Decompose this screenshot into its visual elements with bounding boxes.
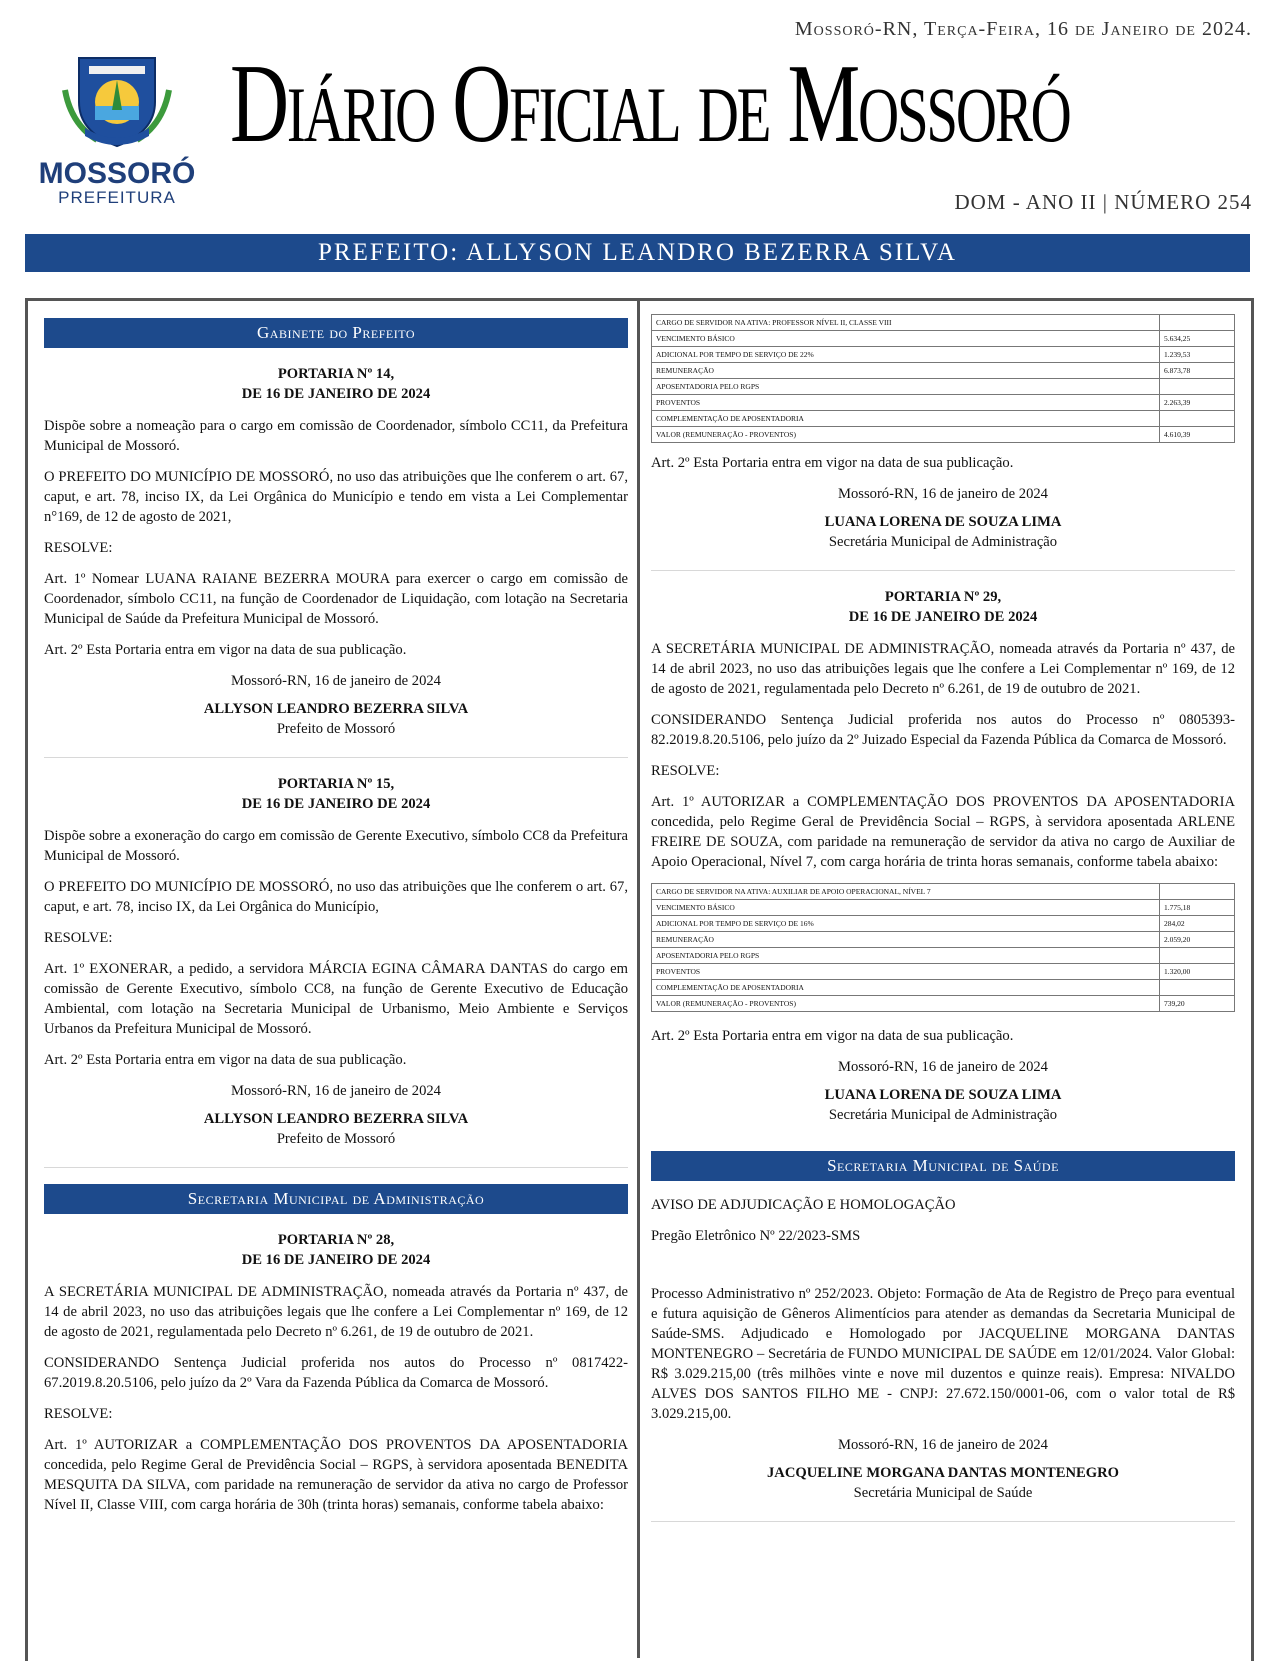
place-date: Mossoró-RN, 16 de janeiro de 2024 bbox=[231, 673, 441, 689]
table-cell: 1.239,53 bbox=[1160, 347, 1235, 363]
signer-role: Prefeito de Mossoró bbox=[276, 721, 396, 737]
table-cell: VALOR (REMUNERAÇÃO - PROVENTOS) bbox=[652, 996, 1160, 1012]
table-cell: COMPLEMENTAÇÃO DE APOSENTADORIA bbox=[652, 980, 1160, 996]
signer-name: LUANA LORENA DE SOUZA LIMA bbox=[824, 514, 1062, 530]
separator bbox=[651, 1521, 1235, 1522]
table-row bbox=[652, 331, 1235, 347]
table-cell bbox=[1160, 948, 1235, 964]
resolve: RESOLVE: bbox=[44, 930, 113, 946]
salary-table-benedita bbox=[651, 314, 1235, 443]
salary-table-arlene bbox=[651, 883, 1235, 1012]
table-cell: 739,20 bbox=[1160, 996, 1235, 1012]
ementa: Dispõe sobre a nomeação para o cargo em comissão de Coordenador, símbolo CC11, da Prefeitura Municipal de Mossoró. bbox=[44, 418, 628, 454]
logo-sub: PREFEITURA bbox=[58, 188, 176, 207]
dateline: Mossoró-RN, Terça-Feira, 16 de Janeiro de 2024. bbox=[794, 18, 1252, 40]
title-line: PORTARIA Nº 14, bbox=[277, 366, 395, 382]
table-cell: PROVENTOS bbox=[652, 395, 1160, 411]
table-cell: 284,02 bbox=[1160, 916, 1235, 932]
section-header-gabinete: Gabinete do Prefeito bbox=[44, 318, 628, 348]
masthead-title: Diário Oficial de Mossoró bbox=[230, 42, 1070, 166]
article-1: Art. 1º EXONERAR, a pedido, a servidora MÁRCIA EGINA CÂMARA DANTAS do cargo em comissão de Gerente Executivo, símbolo CC8, na função de Gerente Executivo de Educação Ambiental, com lotação na Secretaria Municipal de Urbanismo, Meio Ambiente e Serviços Urbanos da Prefeitura Municipal de Mossoró. bbox=[44, 961, 628, 1037]
table-cell: REMUNERAÇÃO bbox=[652, 363, 1160, 379]
title-line: DE 16 DE JANEIRO DE 2024 bbox=[241, 1252, 431, 1268]
place-date: Mossoró-RN, 16 de janeiro de 2024 bbox=[838, 1437, 1048, 1453]
coat-of-arms-icon bbox=[57, 50, 177, 150]
column-divider bbox=[637, 298, 640, 1658]
signer-role: Secretária Municipal de Saúde bbox=[853, 1485, 1033, 1501]
table-row bbox=[652, 980, 1235, 996]
left-column bbox=[44, 318, 628, 1526]
table-cell: APOSENTADORIA PELO RGPS bbox=[652, 379, 1160, 395]
title-line: DE 16 DE JANEIRO DE 2024 bbox=[848, 609, 1038, 625]
signer-name: ALLYSON LEANDRO BEZERRA SILVA bbox=[203, 701, 469, 717]
table-cell: VALOR (REMUNERAÇÃO - PROVENTOS) bbox=[652, 427, 1160, 443]
table-row bbox=[652, 900, 1235, 916]
table-cell: REMUNERAÇÃO bbox=[652, 932, 1160, 948]
city-logo bbox=[22, 50, 212, 205]
table-cell bbox=[1160, 315, 1235, 331]
portaria-28-title bbox=[44, 1230, 628, 1270]
table-cell: 5.634,25 bbox=[1160, 331, 1235, 347]
section-header-saude: Secretaria Municipal de Saúde bbox=[651, 1151, 1235, 1181]
place-date: Mossoró-RN, 16 de janeiro de 2024 bbox=[838, 1059, 1048, 1075]
logo-name: MOSSORÓ bbox=[38, 157, 196, 190]
signer-name: ALLYSON LEANDRO BEZERRA SILVA bbox=[203, 1111, 469, 1127]
table-row bbox=[652, 916, 1235, 932]
title-line: PORTARIA Nº 28, bbox=[277, 1232, 395, 1248]
table-cell: CARGO DE SERVIDOR NA ATIVA: PROFESSOR NÍVEL II, CLASSE VIII bbox=[652, 315, 1160, 331]
table-cell: 6.873,78 bbox=[1160, 363, 1235, 379]
table-cell: 2.059,20 bbox=[1160, 932, 1235, 948]
title-line: PORTARIA Nº 29, bbox=[884, 589, 1002, 605]
aviso-title: AVISO DE ADJUDICAÇÃO E HOMOLOGAÇÃO bbox=[651, 1197, 956, 1213]
table-cell bbox=[1160, 884, 1235, 900]
table-cell: VENCIMENTO BÁSICO bbox=[652, 900, 1160, 916]
separator bbox=[44, 757, 628, 758]
mayor-banner: PREFEITO: ALLYSON LEANDRO BEZERRA SILVA bbox=[25, 234, 1250, 272]
pregao-number: Pregão Eletrônico Nº 22/2023-SMS bbox=[651, 1228, 861, 1244]
aviso-body: Processo Administrativo nº 252/2023. Objeto: Formação de Ata de Registro de Preço para eventual e futura aquisição de Gêneros Alimentícios para atender as demandas da Secretaria Municipal de Saúde-SMS. Adjudicado e Homologado por JACQUELINE MORGANA DANTAS MONTENEGRO – Secretária de FUNDO MUNICIPAL DE SAÚDE em 12/01/2024. Valor Global: R$ 3.029.215,00 (três milhões vinte e nove mil duzentos e quinze reais). Empresa: NIVALDO ALVES DOS SANTOS FILHO ME - CNPJ: 27.672.150/0001-06, com o valor total de R$ 3.029.215,00. bbox=[651, 1286, 1235, 1422]
portaria-29-title bbox=[651, 587, 1235, 627]
separator bbox=[651, 570, 1235, 571]
ementa: Dispõe sobre a exoneração do cargo em comissão de Gerente Executivo, símbolo CC8 da Prefeitura Municipal de Mossoró. bbox=[44, 828, 628, 864]
signer-role: Secretária Municipal de Administração bbox=[828, 1107, 1058, 1123]
article-2: Art. 2º Esta Portaria entra em vigor na data de sua publicação. bbox=[44, 642, 407, 658]
table-row bbox=[652, 379, 1235, 395]
table-cell: COMPLEMENTAÇÃO DE APOSENTADORIA bbox=[652, 411, 1160, 427]
place-date: Mossoró-RN, 16 de janeiro de 2024 bbox=[231, 1083, 441, 1099]
title-line: DE 16 DE JANEIRO DE 2024 bbox=[241, 796, 431, 812]
portaria-14-title bbox=[44, 364, 628, 404]
table-cell: CARGO DE SERVIDOR NA ATIVA: AUXILIAR DE APOIO OPERACIONAL, NÍVEL 7 bbox=[652, 884, 1160, 900]
table-row bbox=[652, 347, 1235, 363]
title-line: DE 16 DE JANEIRO DE 2024 bbox=[241, 386, 431, 402]
article-2: Art. 2º Esta Portaria entra em vigor na data de sua publicação. bbox=[651, 1028, 1014, 1044]
resolve: RESOLVE: bbox=[651, 763, 720, 779]
signer-role: Prefeito de Mossoró bbox=[276, 1131, 396, 1147]
resolve: RESOLVE: bbox=[44, 540, 113, 556]
portaria-15-title bbox=[44, 774, 628, 814]
intro: O PREFEITO DO MUNICÍPIO DE MOSSORÓ, no uso das atribuições que lhe conferem o art. 67, caput, e art. 78, inciso IX, da Lei Orgânica do Município e tendo em vista a Lei Complementar n°169, de 12 de agosto de 2021, bbox=[44, 469, 628, 525]
table-row bbox=[652, 427, 1235, 443]
considerando: CONSIDERANDO Sentença Judicial proferida nos autos do Processo nº 0805393-82.2019.8.20.5106, pelo juízo da 2º Juizado Especial da Fazenda Pública da Comarca de Mossoró. bbox=[651, 712, 1235, 748]
table-cell: 1.775,18 bbox=[1160, 900, 1235, 916]
table-cell: ADICIONAL POR TEMPO DE SERVIÇO DE 22% bbox=[652, 347, 1160, 363]
table-row bbox=[652, 948, 1235, 964]
table-cell: PROVENTOS bbox=[652, 964, 1160, 980]
table-cell bbox=[1160, 411, 1235, 427]
article-2: Art. 2º Esta Portaria entra em vigor na data de sua publicação. bbox=[44, 1052, 407, 1068]
article-1: Art. 1º Nomear LUANA RAIANE BEZERRA MOURA para exercer o cargo em comissão de Coordenador, símbolo CC11, na função de Coordenador de Liquidação, com lotação na Secretaria Municipal de Saúde da Prefeitura Municipal de Mossoró. bbox=[44, 571, 628, 627]
separator bbox=[44, 1167, 628, 1168]
article-1: Art. 1º AUTORIZAR a COMPLEMENTAÇÃO DOS PROVENTOS DA APOSENTADORIA concedida, pelo Regime Geral de Previdência Social – RGPS, à servidora aposentada BENEDITA MESQUITA DA SILVA, com paridade na remuneração de servidor da ativa no cargo de Professor Nível II, Classe VIII, com carga horária de 30h (trinta horas) semanais, conforme tabela abaixo: bbox=[44, 1437, 628, 1513]
table-row bbox=[652, 411, 1235, 427]
intro: O PREFEITO DO MUNICÍPIO DE MOSSORÓ, no uso das atribuições que lhe conferem o art. 67, caput, e art. 78, inciso IX, da Lei Orgânica do Município, bbox=[44, 879, 628, 915]
table-row bbox=[652, 932, 1235, 948]
title-line: PORTARIA Nº 15, bbox=[277, 776, 395, 792]
intro: A SECRETÁRIA MUNICIPAL DE ADMINISTRAÇÃO, nomeada através da Portaria nº 437, de 14 de abril 2023, no uso das atribuições legais que lhe confere a Lei Complementar nº 169, de 12 de agosto de 2021, regulamentada pelo Decreto nº 6.261, de 19 de outubro de 2021. bbox=[651, 641, 1235, 697]
table-row bbox=[652, 363, 1235, 379]
article-1: Art. 1º AUTORIZAR a COMPLEMENTAÇÃO DOS PROVENTOS DA APOSENTADORIA concedida, pelo Regime Geral de Previdência Social – RGPS, à servidora aposentada ARLENE FREIRE DE SOUZA, com paridade na remuneração de servidor da ativa no cargo de Auxiliar de Apoio Operacional, Nível 7, com carga horária de trinta horas semanais, conforme tabela abaixo: bbox=[651, 794, 1235, 870]
signer-name: JACQUELINE MORGANA DANTAS MONTENEGRO bbox=[766, 1465, 1120, 1481]
signer-name: LUANA LORENA DE SOUZA LIMA bbox=[824, 1087, 1062, 1103]
table-cell: ADICIONAL POR TEMPO DE SERVIÇO DE 16% bbox=[652, 916, 1160, 932]
section-header-administracao: Secretaria Municipal de Administração bbox=[44, 1184, 628, 1214]
intro: A SECRETÁRIA MUNICIPAL DE ADMINISTRAÇÃO, nomeada através da Portaria nº 437, de 14 de abril 2023, no uso das atribuições legais que lhe confere a Lei Complementar nº 169, de 12 de agosto de 2021, regulamentada pelo Decreto nº 6.261, de 19 de outubro de 2021. bbox=[44, 1284, 628, 1340]
right-column bbox=[651, 314, 1235, 1522]
table-cell: 1.320,00 bbox=[1160, 964, 1235, 980]
table-cell bbox=[1160, 980, 1235, 996]
table-row bbox=[652, 395, 1235, 411]
table-row bbox=[652, 884, 1235, 900]
considerando: CONSIDERANDO Sentença Judicial proferida nos autos do Processo nº 0817422-67.2019.8.20.5106, pelo juízo da 2º Vara da Fazenda Pública da Comarca de Mossoró. bbox=[44, 1355, 628, 1391]
resolve: RESOLVE: bbox=[44, 1406, 113, 1422]
table-cell bbox=[1160, 379, 1235, 395]
table-row bbox=[652, 996, 1235, 1012]
table-row bbox=[652, 315, 1235, 331]
edition-number: DOM - ANO II | NÚMERO 254 bbox=[954, 190, 1252, 214]
table-row bbox=[652, 964, 1235, 980]
signer-role: Secretária Municipal de Administração bbox=[828, 534, 1058, 550]
table-cell: VENCIMENTO BÁSICO bbox=[652, 331, 1160, 347]
article-2: Art. 2º Esta Portaria entra em vigor na data de sua publicação. bbox=[651, 455, 1014, 471]
table-cell: APOSENTADORIA PELO RGPS bbox=[652, 948, 1160, 964]
place-date: Mossoró-RN, 16 de janeiro de 2024 bbox=[838, 486, 1048, 502]
table-cell: 2.263,39 bbox=[1160, 395, 1235, 411]
table-cell: 4.610,39 bbox=[1160, 427, 1235, 443]
